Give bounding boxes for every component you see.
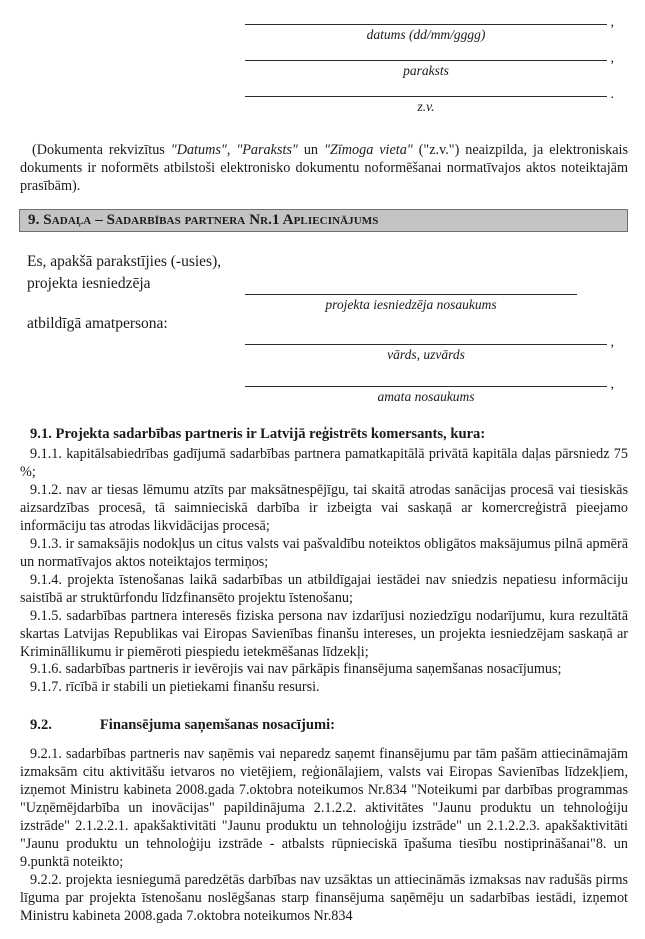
- person-name-field: [245, 331, 614, 364]
- clause-9-1-6: 9.1.6. sadarbības partneris ir ievērojis vai nav pārkāpis finansējuma saņemšanas nosacījumus;: [30, 660, 562, 677]
- field-spacer-a: [245, 314, 607, 331]
- clause-9-1-4: 9.1.4. projekta īstenošanas laikā sadarbības un atbildīgajai iestādei nav sniedzis nepatiesu informāciju saistībā ar struktūrfondu līdzfinansēto projektu īstenošanu;: [20, 571, 628, 606]
- person-name-caption: vārds, uzvārds: [387, 346, 465, 362]
- clause-9-2-2: 9.2.2. projekta iesniegumā paredzētās darbības nav uzsāktas un attiecināmās izmaksas nav radušās pirms līguma par projekta īstenošanu noslēgšanas starp finansējuma saņēmēju un sadarbības iestādi, izņemot Ministru kabineta 2008.gada 7.oktobra noteikumos Nr.834: [20, 871, 628, 924]
- section-91-heading: 9.1. Projekta sadarbības partneris ir Latvijā reģistrēts komersants, kura:: [30, 426, 486, 442]
- declaration-line-2: projekta iesniedzēja: [27, 275, 151, 292]
- section-91: [20, 425, 628, 696]
- position-title-line[interactable]: [245, 373, 614, 393]
- applicant-name-field: [245, 281, 607, 314]
- note-term-paraksts: "Paraksts": [236, 142, 298, 159]
- position-title-field: [245, 373, 614, 406]
- note-tail: ("z.v.") neaizpilda, ja elektroniskais dokuments ir noformēts atbilstoši elektronisko dokumentu noformēšanai normatīvajos aktos noteiktajām prasībām).: [20, 142, 629, 195]
- applicant-name-line[interactable]: [245, 281, 577, 295]
- field-spacer-b: [245, 363, 607, 373]
- date-line-punctuation: ,: [610, 15, 614, 30]
- signature-line[interactable]: [245, 46, 614, 67]
- note-term-zimoga-vieta: "Zīmoga vieta": [323, 142, 413, 159]
- position-title-caption: amata nosaukums: [377, 389, 475, 405]
- signature-block: [245, 10, 614, 119]
- declaration-labels: [27, 251, 221, 295]
- section-9-title: 9. Sadaļa – Sadarbības partnera Nr.1 Apliecinājums: [28, 211, 379, 228]
- person-name-line[interactable]: [245, 331, 614, 350]
- signature-line-caption: paraksts: [403, 63, 449, 79]
- seal-line-punctuation: .: [610, 87, 614, 103]
- note-lead: (Dokumenta rekvizītus: [32, 142, 171, 159]
- declaration-fields: [245, 281, 614, 406]
- section-9-banner: [19, 209, 628, 232]
- section-92: [20, 716, 628, 925]
- clause-9-1-2: 9.1.2. nav ar tiesas lēmumu atzīts par maksātnespējīgu, tai skaitā atrodas sanācijas procesā vai tiesiskās aizsardzības procesā, tā saimnieciskā darbība ir izbeigta vai saskaņā ar komercreģistrā pieejamo informāciju tas atrodas likvidācijas procesā;: [20, 481, 628, 534]
- note-term-datums: "Datums": [170, 142, 227, 159]
- date-line-caption: datums (dd/mm/gggg): [366, 27, 486, 42]
- section-92-heading-number: 9.2.: [30, 717, 52, 733]
- clause-9-1-5: 9.1.5. sadarbības partnera interesēs fiziska persona nav izdarījusi noziedzīgu nodarījumu, kura rezultātā skartas Latvijas Republikas vai Eiropas Savienības finanšu intereses, un projekta iesniedzējam saskaņā ar Krimināllikumu ir piemēroti piespiedu ietekmēšanas līdzekļi;: [20, 607, 628, 660]
- note-separator-2: un: [297, 142, 324, 159]
- section-92-heading: [20, 716, 628, 735]
- date-signature-line[interactable]: [245, 10, 614, 30]
- position-title-punctuation: ,: [610, 377, 614, 393]
- signature-row-signature: [245, 46, 614, 80]
- signature-row-date: [245, 10, 614, 44]
- clause-9-2-1: 9.2.1. sadarbības partneris nav saņēmis vai neparedz saņemt finansējumu par tām pašām attiecināmajām izmaksām citu aktivitāšu ietvaros no vietējiem, reģionālajiem, valsts vai Eiropas Savienības līdzekļiem, izņemot Ministru kabineta 2008.gada 7.oktobra noteikumos Nr.834 "Noteikumi par darbības programmas "Uzņēmējdarbība un inovācijas" papildinājuma 2.1.2.2. aktivitātes "Jaunu produktu un tehnoloģiju izstrāde" 2.1.2.2.1. apakšaktivitāti "Jaunu produktu un tehnoloģiju izstrāde" un 2.1.2.2.3. apakšaktivitāti "Jaunu produktu un tehnoloģiju izstrāde - atbalsts rūpnieciskā īpašuma tiesību nostiprināšanai"8. un 9.punktā noteikto;: [20, 745, 628, 870]
- declaration-line-1: Es, apakšā parakstījies (-usies),: [27, 253, 222, 270]
- document-requisites-note: [20, 141, 628, 195]
- clause-9-1-1: 9.1.1. kapitālsabiedrības gadījumā sadarbības partnera pamatkapitālā privātā kapitāla daļas pārsniedz 75 %;: [20, 445, 628, 480]
- declaration-line-3: atbildīgā amatpersona:: [27, 315, 168, 332]
- note-separator-1: ,: [226, 142, 237, 159]
- applicant-name-caption: projekta iesniedzēja nosaukums: [325, 297, 497, 312]
- clause-9-1-3: 9.1.3. ir samaksājis nodokļus un citus valsts vai pašvaldību noteiktos obligātos maksājumus pilnā apmērā un normatīvajos aktos noteiktajos termiņos;: [20, 535, 628, 570]
- clause-9-1-7: 9.1.7. rīcībā ir stabili un pietiekami finanšu resursi.: [30, 678, 320, 695]
- section-92-spacer: [20, 736, 628, 745]
- seal-line[interactable]: [245, 82, 614, 103]
- person-name-punctuation: ,: [610, 334, 614, 350]
- seal-line-caption: z.v.: [417, 99, 435, 115]
- section-92-heading-text: Finansējuma saņemšanas nosacījumi:: [99, 717, 336, 733]
- signature-line-punctuation: ,: [610, 51, 614, 67]
- signature-row-seal: [245, 82, 614, 116]
